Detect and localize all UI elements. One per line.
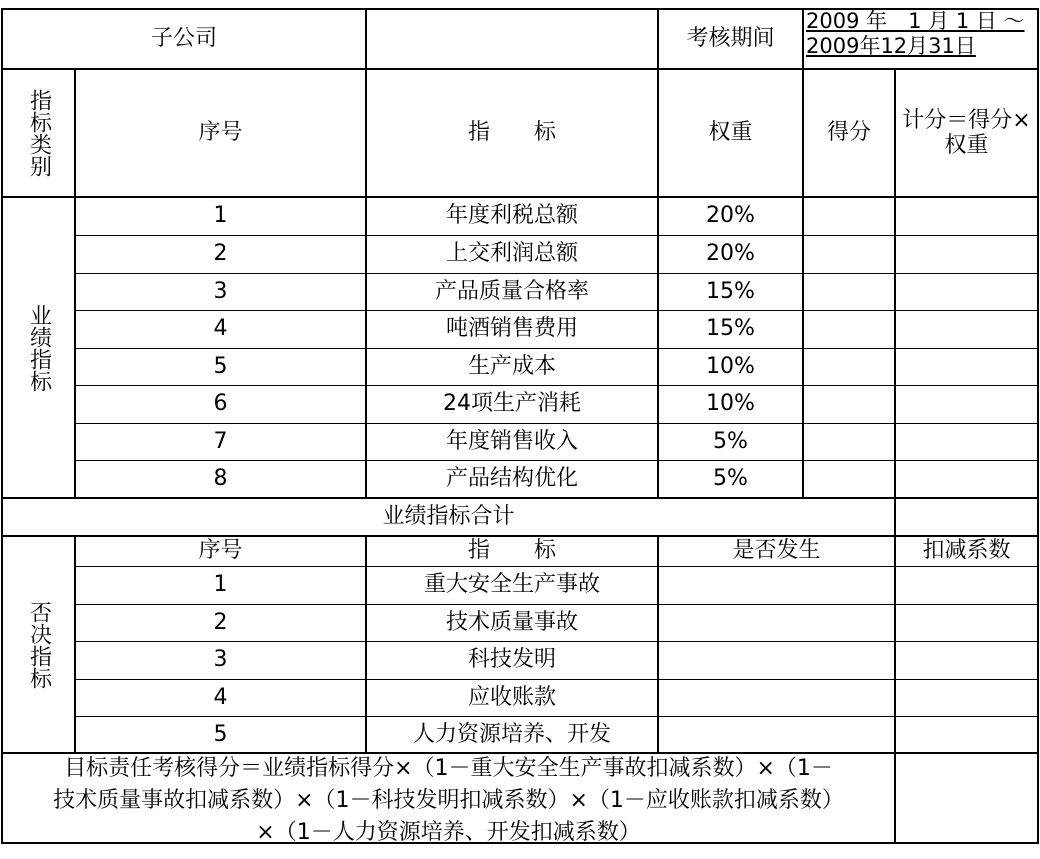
col-header-indicator: 指 标 bbox=[467, 120, 556, 146]
perf-weight: 15% bbox=[706, 278, 755, 304]
veto-name: 重大安全生产事故 bbox=[423, 572, 600, 598]
perf-name: 吨酒销售费用 bbox=[445, 316, 578, 342]
performance-category-text: 业绩指标 bbox=[26, 303, 52, 392]
grid-line bbox=[657, 8, 659, 498]
veto-seq: 4 bbox=[213, 684, 228, 710]
veto-name: 技术质量事故 bbox=[445, 609, 578, 635]
perf-weight: 10% bbox=[706, 353, 755, 379]
col-header-category-text: 指标类别 bbox=[26, 89, 52, 177]
perf-weight: 5% bbox=[713, 466, 748, 492]
grid-line bbox=[1, 8, 3, 844]
grid-line bbox=[365, 8, 367, 498]
grid-line bbox=[1, 842, 1039, 844]
veto-seq: 2 bbox=[213, 609, 228, 635]
col-header-weight: 权重 bbox=[708, 120, 753, 146]
grid-line bbox=[1, 196, 1039, 198]
grid-line bbox=[74, 535, 76, 754]
period-line-1: 2009 年 1 月 1 日 ～ bbox=[806, 9, 1025, 33]
formula-line-2: 技术质量事故扣减系数）×（1－科技发明扣减系数）×（1－应收账款扣减系数） bbox=[53, 787, 844, 813]
col-header-seq: 序号 bbox=[198, 120, 243, 146]
col-header-category bbox=[2, 69, 75, 197]
formula-line-3: ×（1－人力资源培养、开发扣减系数） bbox=[256, 819, 641, 845]
performance-category bbox=[2, 197, 75, 498]
performance-total-value[interactable] bbox=[895, 498, 1038, 536]
period-line-2: 2009年12月31日 bbox=[806, 34, 976, 59]
perf-seq: 4 bbox=[213, 316, 228, 342]
perf-weight: 10% bbox=[706, 391, 755, 417]
veto-category bbox=[2, 536, 75, 753]
veto-seq: 5 bbox=[213, 721, 228, 747]
perf-name: 上交利润总额 bbox=[445, 241, 578, 267]
final-score-cell[interactable] bbox=[895, 753, 1038, 842]
grid-line bbox=[802, 8, 804, 498]
perf-seq: 5 bbox=[213, 353, 228, 379]
subsidiary-value-cell[interactable] bbox=[366, 9, 658, 69]
perf-name: 年度销售收入 bbox=[445, 428, 578, 454]
subsidiary-label: 子公司 bbox=[150, 26, 217, 52]
grid-line bbox=[1, 8, 1039, 10]
perf-weight: 20% bbox=[706, 203, 755, 229]
perf-seq: 1 bbox=[213, 203, 228, 229]
perf-seq: 2 bbox=[213, 241, 228, 267]
veto-col-occurred: 是否发生 bbox=[732, 538, 821, 564]
col-header-weighted: 计分＝得分×权重 bbox=[902, 107, 1031, 158]
veto-category-text: 否决指标 bbox=[26, 600, 52, 689]
formula-line-1: 目标责任考核得分＝业绩指标得分×（1－重大安全生产事故扣减系数）×（1－ bbox=[64, 756, 833, 781]
perf-name: 产品结构优化 bbox=[445, 466, 578, 492]
period-value bbox=[806, 9, 1038, 59]
perf-weight: 15% bbox=[706, 316, 755, 342]
grid-line bbox=[1, 535, 1039, 537]
veto-name: 人力资源培养、开发 bbox=[412, 721, 611, 747]
veto-name: 应收账款 bbox=[467, 684, 556, 710]
veto-col-deduction: 扣减系数 bbox=[922, 538, 1011, 564]
perf-name: 24项生产消耗 bbox=[443, 391, 581, 417]
grid-line bbox=[894, 68, 896, 844]
veto-col-indicator: 指 标 bbox=[467, 538, 556, 564]
veto-col-seq: 序号 bbox=[198, 538, 243, 564]
grid-line bbox=[1, 752, 1039, 754]
col-header-score: 得分 bbox=[826, 120, 871, 146]
performance-total-label: 业绩指标合计 bbox=[382, 504, 515, 530]
perf-name: 生产成本 bbox=[467, 353, 556, 379]
score-formula bbox=[2, 753, 895, 849]
grid-line bbox=[365, 535, 367, 754]
grid-line bbox=[1, 497, 1039, 499]
veto-seq: 1 bbox=[213, 572, 228, 598]
perf-seq: 3 bbox=[213, 278, 228, 304]
perf-seq: 8 bbox=[213, 466, 228, 492]
perf-seq: 6 bbox=[213, 391, 228, 417]
grid-line bbox=[74, 68, 76, 498]
veto-seq: 3 bbox=[213, 647, 228, 673]
period-label: 考核期间 bbox=[686, 26, 775, 52]
perf-name: 产品质量合格率 bbox=[434, 278, 589, 304]
grid-line bbox=[1, 68, 1039, 70]
perf-name: 年度利税总额 bbox=[445, 203, 578, 229]
grid-line bbox=[657, 535, 659, 754]
perf-weight: 20% bbox=[706, 241, 755, 267]
grid-line bbox=[1037, 8, 1039, 844]
perf-weight: 5% bbox=[713, 428, 748, 454]
perf-seq: 7 bbox=[213, 428, 228, 454]
veto-name: 科技发明 bbox=[467, 647, 556, 673]
